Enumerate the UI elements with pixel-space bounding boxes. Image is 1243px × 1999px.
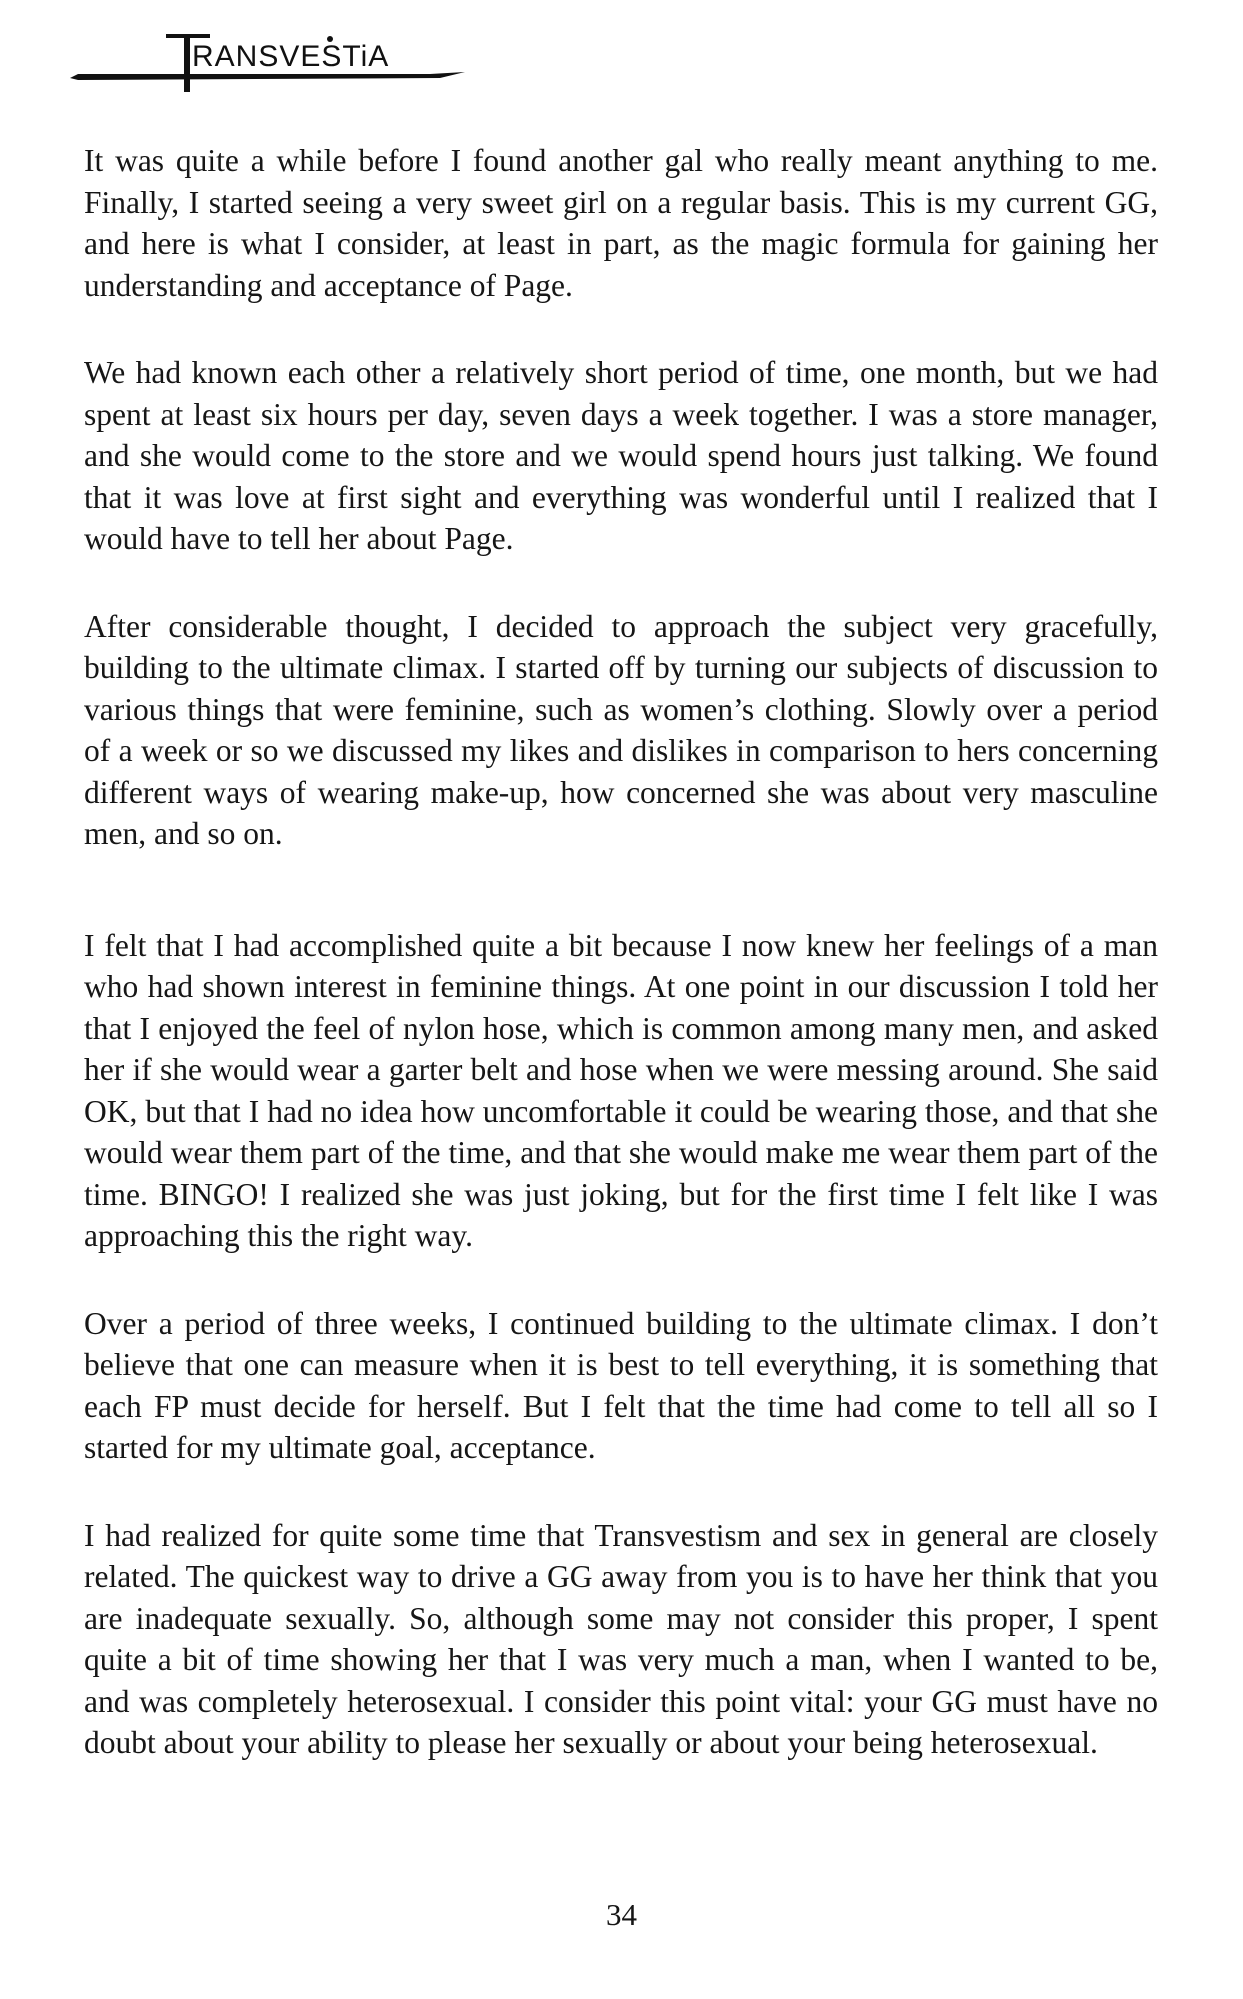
paragraph: Over a period of three weeks, I continued building to the ultimate climax. I don’t believe that one can measure when it is best to tell everything, it is something that each FP must decide for herself. But I felt that the time had come to tell all so I started for my ultimate goal, acceptance. [84,1305,1158,1465]
running-header [70,28,470,98]
paragraph: I had realized for quite some time that Transvestism and sex in general are closely related. The quickest way to drive a GG away from you is to have her think that you are inadequate sexually. So, although some may not consider this proper, I spent quite a bit of time showing her that I was very much a man, when I wanted to be, and was completely heterosexual. I consider this point vital: your GG must have no doubt about your ability to please her sexually or about your being heterosexual. [84,1517,1158,1760]
page-number: 34 [606,1897,637,1932]
paragraph: After considerable thought, I decided to approach the subject very gracefully, building to the ultimate climax. I started off by turning our subjects of discussion to various things that were feminine, such as women’s clothing. Slowly over a period of a week or so we discussed my likes and dislikes in comparison to hers concerning different ways of wearing make-up, how concerned she was about very masculine men, and so on. [84,608,1158,851]
paragraph: It was quite a while before I found another gal who really meant anything to me. Finally, I started seeing a very sweet girl on a regular basis. This is my current GG, and here is what I consider, at least in part, as the magic formula for gaining her understanding and acceptance of Page. [84,143,1158,303]
header-title: RANSVESTiA [192,40,390,73]
paragraph: We had known each other a relatively short period of time, one month, but we had spent at least six hours per day, seven days a week together. I was a store manager, and she would come to the store and we would spend hours just talking. We found that it was love at first sight and everything was wonderful until I realized that I would have to tell her about Page. [84,355,1158,556]
article-body [84,140,1158,1810]
paragraph: I felt that I had accomplished quite a bit because I now knew her feelings of a man who had shown interest in feminine things. At one point in our discussion I told her that I enjoyed the feel of nylon hose, which is common among many men, and asked her if she would wear a garter belt and hose when we were messing around. She said OK, but that I had no idea how uncomfortable it could be wearing those, and that she would wear them part of the time, and that she would make me wear them part of the time. BINGO! I realized she was just joking, but for the first time I felt like I was approaching this the right way. [84,927,1158,1253]
